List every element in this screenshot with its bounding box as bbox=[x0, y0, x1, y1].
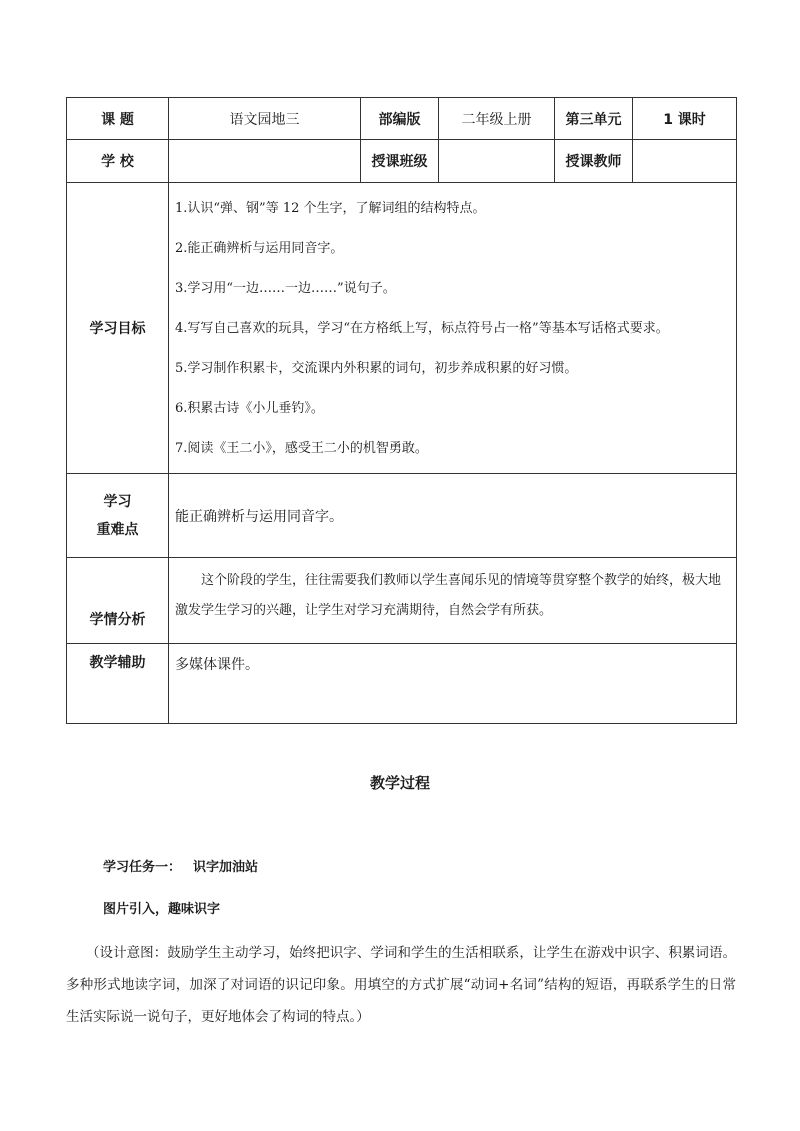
design-intent-paragraph: （设计意图：鼓励学生主动学习，始终把识字、学词和学生的生活相联系，让学生在游戏中识字、积累词语。多种形式地读字词，加深了对词语的识记印象。用填空的方式扩展“动词+名词”结构的短语，再联系学生的日常生活实际说一说句子，更好地体会了构词的特点。） bbox=[66, 945, 736, 1025]
list-item: 2.能正确辨析与运用同音字。 bbox=[175, 241, 344, 256]
list-item: 1.认识“弹、钢”等 12 个生字，了解词组的结构特点。 bbox=[175, 201, 486, 216]
subheading: 图片引入，趣味识字 bbox=[103, 902, 221, 917]
table-row bbox=[67, 140, 737, 183]
topic-label: 课 题 bbox=[67, 98, 169, 140]
analysis-cell bbox=[169, 558, 737, 644]
key-points-label bbox=[67, 474, 169, 558]
grade: 二年级上册 bbox=[439, 98, 555, 140]
aids-value: 多媒体课件。 bbox=[169, 644, 737, 724]
goals-label: 学习目标 bbox=[67, 183, 169, 474]
key-points-value: 能正确辨析与运用同音字。 bbox=[169, 474, 737, 558]
class-value bbox=[439, 140, 555, 183]
aids-label: 教学辅助 bbox=[67, 644, 169, 724]
list-item: 6.积累古诗《小儿垂钓》。 bbox=[175, 401, 324, 416]
class-hours: 1 课时 bbox=[633, 98, 737, 140]
task-name: 识字加油站 bbox=[193, 860, 259, 875]
list-item: 5.学习制作积累卡，交流课内外积累的词句，初步养成积累的好习惯。 bbox=[175, 361, 578, 376]
section-title: 教学过程 bbox=[369, 774, 430, 792]
topic-value: 语文园地三 bbox=[169, 98, 361, 140]
unit: 第三单元 bbox=[555, 98, 633, 140]
teacher-label: 授课教师 bbox=[555, 140, 633, 183]
table-row bbox=[67, 558, 737, 644]
table-row bbox=[67, 474, 737, 558]
key-points-label-line2: 重难点 bbox=[96, 521, 139, 538]
school-label: 学 校 bbox=[67, 140, 169, 183]
table-row bbox=[67, 183, 737, 474]
list-item: 7.阅读《王二小》，感受王二小的机智勇敢。 bbox=[175, 441, 428, 456]
goals-list bbox=[169, 183, 737, 474]
analysis-label: 学情分析 bbox=[67, 558, 169, 644]
list-item: 3.学习用“一边……一边……”说句子。 bbox=[175, 281, 396, 296]
class-label: 授课班级 bbox=[361, 140, 439, 183]
task-label: 学习任务一： bbox=[103, 860, 182, 875]
key-points-label-line1: 学习 bbox=[103, 493, 132, 510]
list-item: 4.写写自己喜欢的玩具，学习“在方格纸上写，标点符号占一格”等基本写话格式要求。 bbox=[175, 321, 669, 336]
task-heading bbox=[103, 856, 258, 875]
analysis-value: 这个阶段的学生，往往需要我们教师以学生喜闻乐见的情境等贯穿整个教学的始终，极大地激发学生学习的兴趣，让学生对学习充满期待，自然会学有所获。 bbox=[175, 573, 722, 618]
table-row bbox=[67, 98, 737, 140]
teacher-value bbox=[633, 140, 737, 183]
lesson-plan-table bbox=[66, 97, 737, 724]
table-row bbox=[67, 644, 737, 724]
school-value bbox=[169, 140, 361, 183]
edition: 部编版 bbox=[361, 98, 439, 140]
